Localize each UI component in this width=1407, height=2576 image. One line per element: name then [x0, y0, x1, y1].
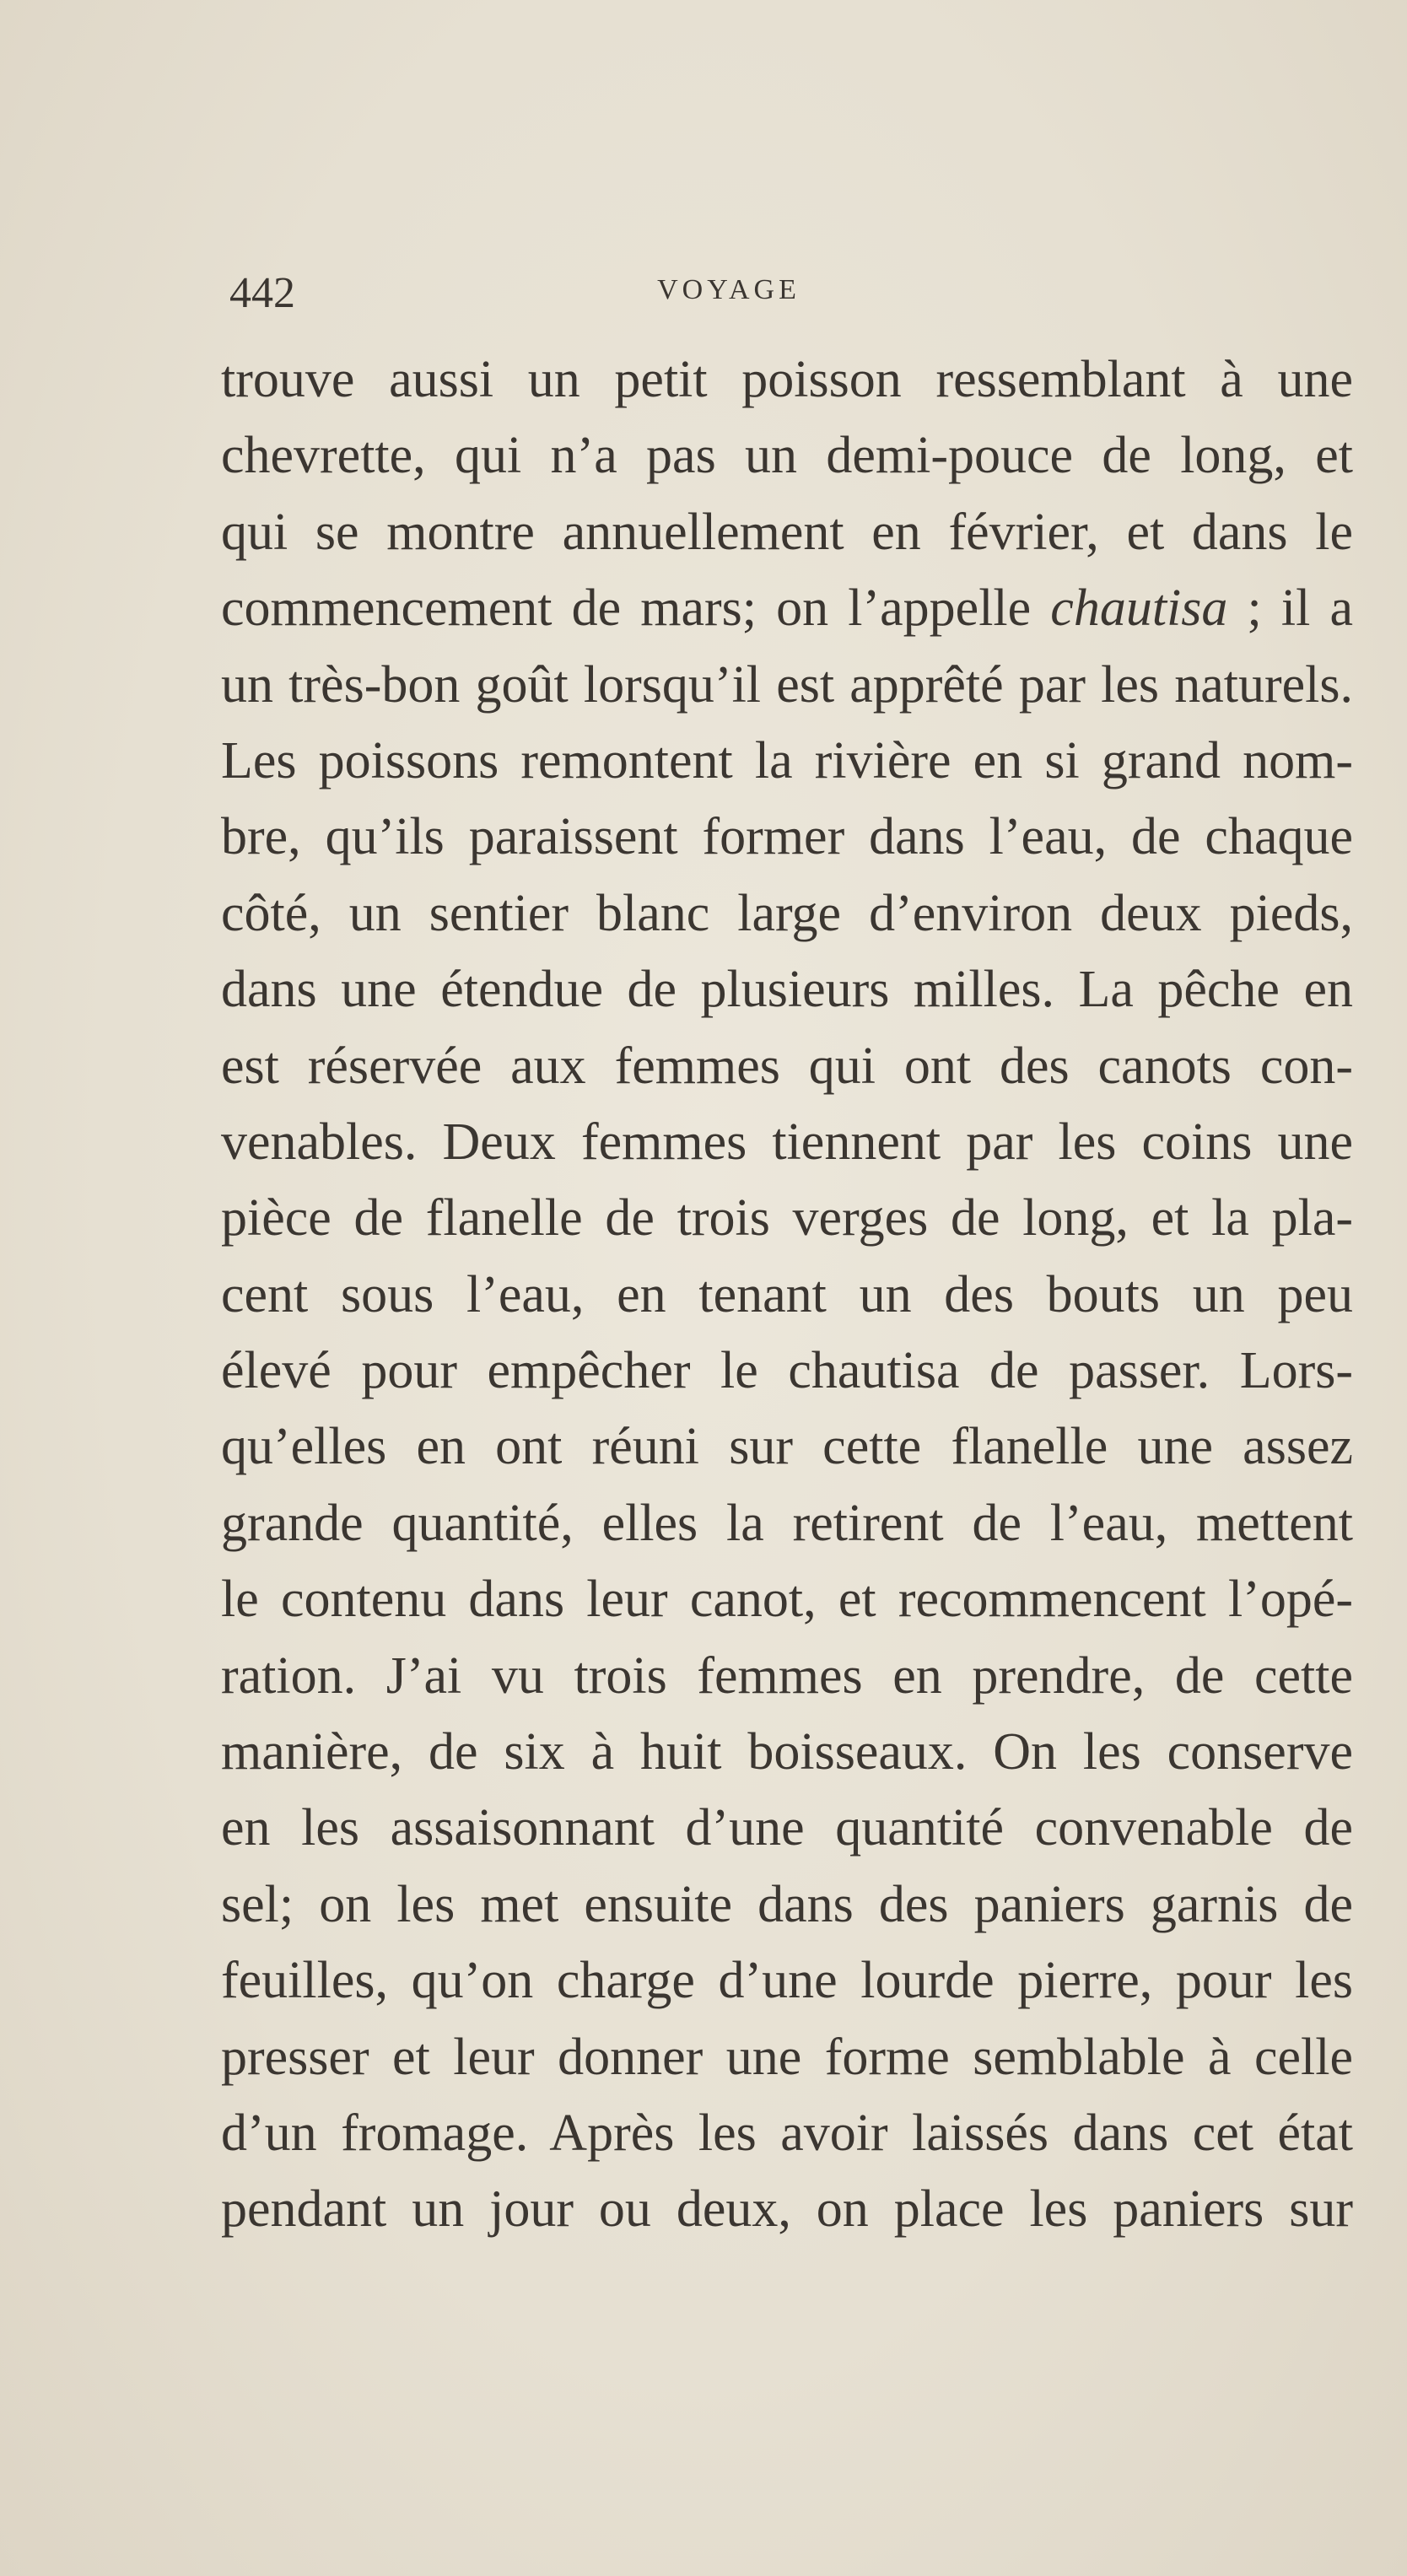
text-line: est réservée aux femmes qui ont des canots con- [221, 1037, 1353, 1095]
text-line: pièce de flanelle de trois verges de long, et la pla- [221, 1189, 1353, 1248]
text-line: ration. J’ai vu trois femmes en prendre, de cette [221, 1646, 1353, 1705]
text-line: élevé pour empêcher le chautisa de passer. Lors- [221, 1342, 1353, 1400]
text-line: sel; on les met ensuite dans des paniers garnis de [221, 1875, 1353, 1933]
body-text [221, 342, 1353, 2248]
text-line: venables. Deux femmes tiennent par les coins une [221, 1113, 1353, 1171]
text-line: d’un fromage. Après les avoir laissés dans cet état [221, 2104, 1353, 2162]
text-line: côté, un sentier blanc large d’environ deux pieds, [221, 884, 1353, 942]
text-line: pendant un jour ou deux, on place les paniers sur [221, 2180, 1353, 2239]
text-line: en les assaisonnant d’une quantité convenable de [221, 1799, 1353, 1857]
text-line: chevrette, qui n’a pas un demi-pouce de long, et [221, 427, 1353, 485]
page-number: 442 [229, 269, 295, 317]
italic-term: chautisa [1050, 579, 1228, 638]
text-line: trouve aussi un petit poisson ressemblant à une [221, 351, 1353, 408]
text-line: le contenu dans leur canot, et recommencent l’opé- [221, 1571, 1353, 1629]
text-line: bre, qu’ils paraissent former dans l’eau, de chaque [221, 808, 1353, 866]
text-line: grande quantité, elles la retirent de l’eau, mettent [221, 1494, 1353, 1552]
running-head: VOYAGE [657, 274, 801, 305]
text-line: un très-bon goût lorsqu’il est apprêté par les naturels. [221, 655, 1353, 714]
text-line: dans une étendue de plusieurs milles. La pêche en [221, 961, 1353, 1019]
text-line: manière, de six à huit boisseaux. On les conserve [221, 1723, 1353, 1781]
text-line: feuilles, qu’on charge d’une lourde pierre, pour les [221, 1952, 1353, 2010]
text-line: qu’elles en ont réuni sur cette flanelle une assez [221, 1418, 1353, 1476]
text-line: Les poissons remontent la rivière en si grand nom- [221, 731, 1353, 790]
text-segment: commencement de mars; on l’appelle [221, 579, 1051, 638]
text-segment: ; il a [1227, 579, 1353, 638]
text-line: presser et leur donner une forme semblable à celle [221, 2028, 1353, 2086]
text-line [221, 570, 1353, 646]
text-line: cent sous l’eau, en tenant un des bouts un peu [221, 1265, 1353, 1323]
text-line: qui se montre annuellement en février, et dans le [221, 503, 1353, 561]
